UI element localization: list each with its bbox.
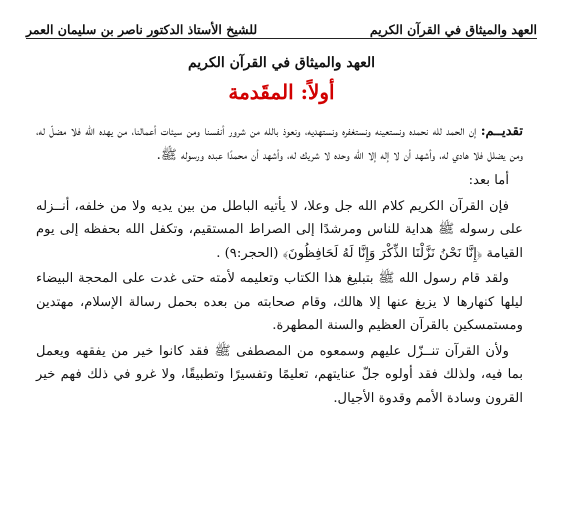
running-header: [26, 14, 537, 36]
paragraph-1: [36, 195, 523, 266]
paragraph-1-text: فإن القرآن الكريم كلام الله جل وعلا، لا يأتيه الباطل من بين يديه ولا من خلفه، أنــزله على رسوله ﷺ هداية للناس ومرشدًا إلى الصراط المستقيم، وتكفل الله بحفظه إلى يوم القيامة: [36, 198, 523, 261]
header-divider: [26, 38, 537, 39]
header-book-title: العهد والميثاق في القرآن الكريم: [369, 21, 537, 37]
body-text: [36, 120, 523, 412]
amma-baad-text: أما بعد:: [468, 173, 509, 188]
section-heading: أولاً: المقَدمة: [228, 80, 335, 104]
intro-paragraph: [36, 120, 523, 167]
document-title: العهد والميثاق في القرآن الكريم: [187, 55, 376, 71]
amma-baad-paragraph: [36, 169, 523, 193]
paragraph-3-text: ولأن القرآن تنــزّل عليهم وسمعوه من المصطفى ﷺ فقد كانوا خير من يفقهه ويعمل بما فيه، ولذلك فقد أولوه جلّ عنايتهم، تعليمًا وتفسيرًا وتطبيقًا، ولا غرو في ذلك فهم خير القرون وسادة الأمم وقدوة الأجيال.: [36, 343, 523, 406]
paragraph-2-text: ولقد قام رسول الله ﷺ بتبليغ هذا الكتاب وتعليمه لأمته حتى غدت على المحجة البيضاء ليلها كنهارها لا يزيغ عنها إلا هالك، وقام صحابته من بعده بحمل رسالة الإسلام، مهتدين ومستمسكين بالقرآن العظيم والسنة المطهرة.: [36, 271, 523, 333]
paragraph-3: [36, 340, 523, 411]
header-author-line: للشيخ الأستاذ الدكتور ناصر بن سليمان العمر: [26, 21, 258, 37]
paragraph-2: [36, 267, 523, 338]
quran-verse: ﴿إِنَّا نَحْنُ نَزَّلْنَا الذِّكْرَ وَإِنَّا لَهُ لَحَافِظُونَ﴾: [282, 245, 487, 261]
verse-citation: (الحجر:٩) .: [216, 245, 283, 261]
intro-label: تقديــم:: [480, 124, 523, 139]
intro-text: إن الحمد لله نحمده ونستعينه ونستغفره ونستهديه، ونعوذ بالله من شرور أنفسنا ومن سيئات أعمالنا، من يهده الله فلا مضلّ له، ومن يضلل فلا هادي له، وأشهد أن لا إله إلا الله وحده لا شريك له، وأشهد أن محمدًا عبده ورسوله ﷺ.: [36, 124, 523, 163]
